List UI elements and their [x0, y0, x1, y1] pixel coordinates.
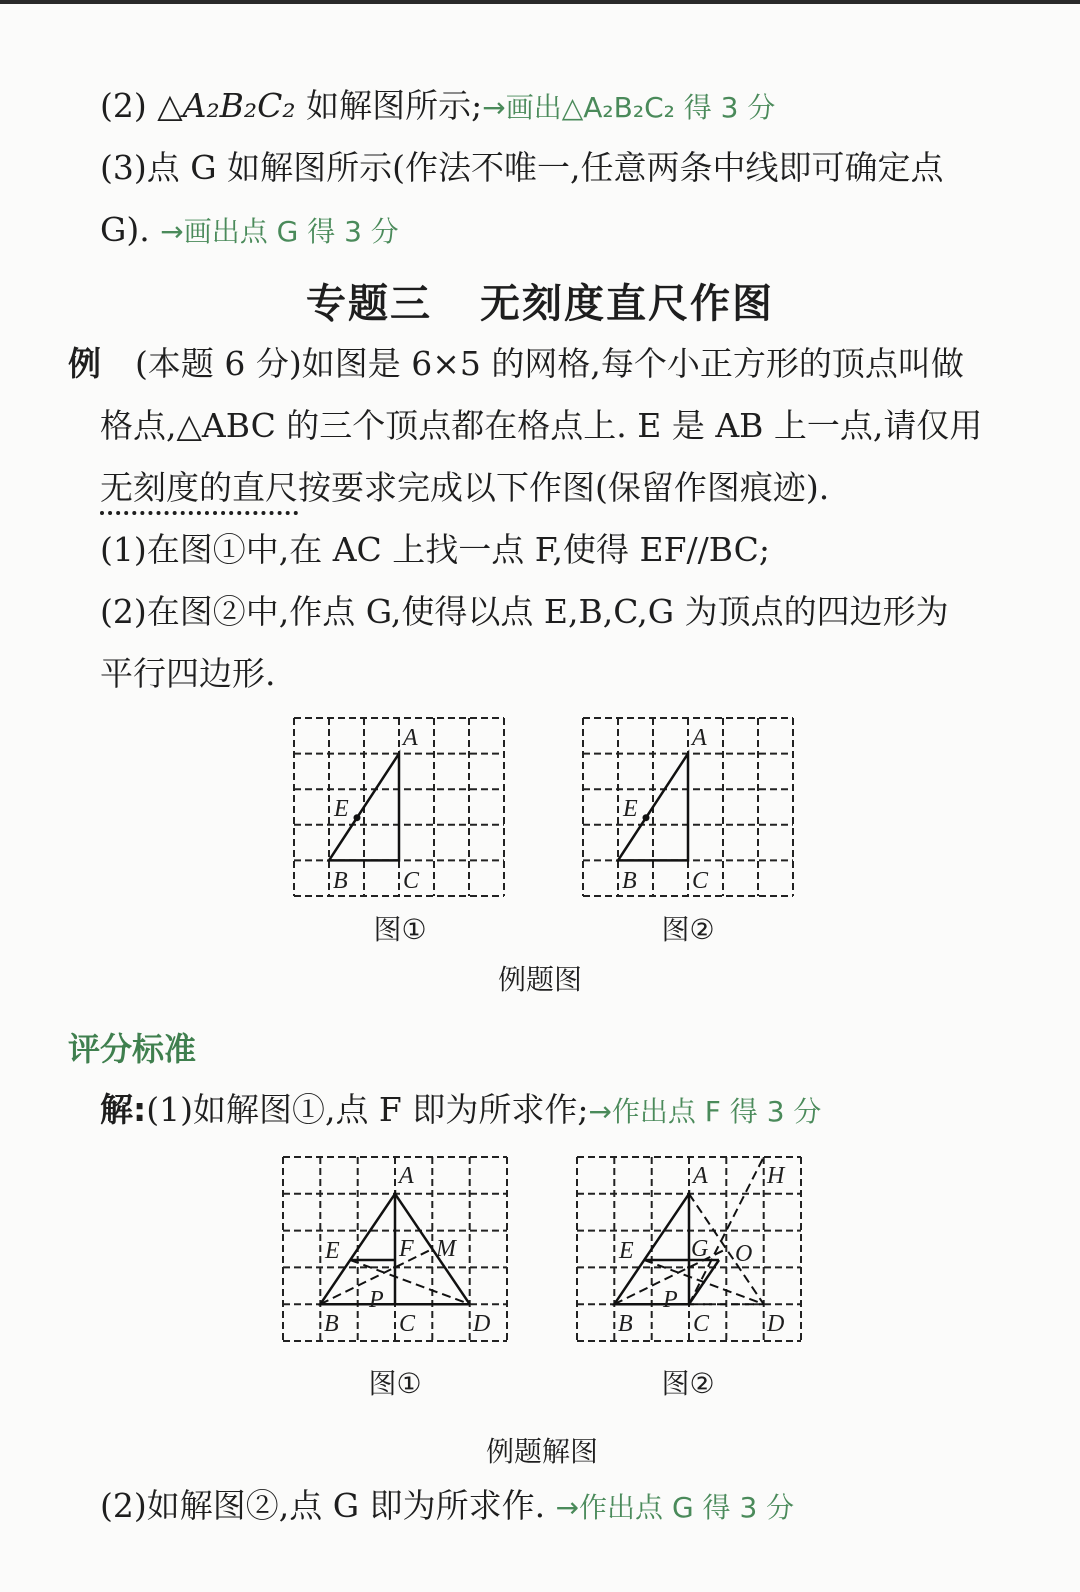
section-title-part1: 专题三 — [306, 281, 432, 327]
label-b: B — [333, 868, 348, 894]
example-line-1 — [68, 344, 964, 384]
question-1: (1)在图①中,在 AC 上找一点 F,使得 EF//BC; — [100, 530, 770, 569]
label-c: C — [399, 1311, 416, 1337]
example-line-2: 格点,△ABC 的三个顶点都在格点上. E 是 AB 上一点,请仅用 — [100, 406, 983, 445]
solution-1-score-note: →作出点 F 得 3 分 — [588, 1095, 822, 1128]
label-a: A — [399, 1163, 414, 1189]
label-p: P — [663, 1287, 678, 1313]
point-e — [354, 814, 361, 821]
answer-4-score-note: →画出点 G 得 3 分 — [160, 215, 399, 248]
label-e: E — [325, 1238, 340, 1264]
solution-figure-2 — [577, 1157, 801, 1341]
example-text-1: (本题 6 分)如图是 6×5 的网格,每个小正方形的顶点叫做 — [135, 344, 964, 383]
solution-fig2-caption: 图② — [661, 1367, 715, 1400]
label-d: D — [767, 1311, 785, 1337]
label-a: A — [403, 725, 418, 751]
answer-4-text: G). — [100, 210, 150, 249]
label-b: B — [324, 1311, 339, 1337]
example-fig2-caption: 图② — [661, 913, 715, 946]
label-a: A — [692, 725, 707, 751]
label-g: G — [691, 1236, 709, 1262]
label-e: E — [619, 1238, 634, 1264]
solution-figures-caption: 例题解图 — [485, 1435, 598, 1468]
solution-line-2 — [100, 1486, 794, 1528]
solution-lead: 解: — [100, 1090, 147, 1129]
answer-2-prefix: (2) △ — [100, 86, 183, 125]
label-h: H — [767, 1163, 785, 1189]
top-rule — [0, 0, 1080, 4]
solution-2-score-note: →作出点 G 得 3 分 — [555, 1491, 795, 1524]
label-p: P — [369, 1287, 384, 1313]
label-m: M — [436, 1236, 456, 1262]
solution-figure-1 — [283, 1157, 507, 1341]
example-line-3 — [100, 468, 829, 508]
solution-fig1-caption: 图① — [368, 1367, 422, 1400]
solution-line-1 — [100, 1090, 821, 1132]
example-fig1-caption: 图① — [373, 913, 427, 946]
question-2b: 平行四边形. — [100, 654, 276, 693]
label-o: O — [735, 1241, 753, 1267]
label-c: C — [692, 868, 709, 894]
label-e: E — [623, 796, 638, 822]
label-b: B — [618, 1311, 633, 1337]
answer-2-triangle: A₂B₂C₂ — [182, 86, 296, 125]
label-b: B — [622, 868, 637, 894]
label-a: A — [693, 1163, 708, 1189]
example-figures-caption: 例题图 — [497, 963, 582, 996]
example-figure-1 — [294, 718, 504, 896]
example-lead: 例 — [68, 344, 101, 383]
answer-line-3: (3)点 G 如解图所示(作法不唯一,任意两条中线即可确定点 — [100, 148, 944, 187]
grading-heading: 评分标准 — [68, 1030, 197, 1068]
label-c: C — [693, 1311, 710, 1337]
solution-2-text: (2)如解图②,点 G 即为所求作. — [100, 1486, 546, 1525]
label-f: F — [399, 1236, 414, 1262]
section-title-part2: 无刻度直尺作图 — [480, 281, 774, 327]
answer-2-text: 如解图所示; — [295, 86, 483, 125]
question-2a: (2)在图②中,作点 G,使得以点 E,B,C,G 为顶点的四边形为 — [100, 592, 949, 631]
point-e — [643, 814, 650, 821]
answer-line-2 — [100, 86, 775, 128]
example-text-3: 按要求完成以下作图(保留作图痕迹). — [298, 468, 830, 507]
answer-2-score-note: →画出△A₂B₂C₂ 得 3 分 — [482, 91, 776, 124]
label-c: C — [403, 868, 420, 894]
answer-line-4 — [100, 210, 399, 252]
label-d: D — [473, 1311, 491, 1337]
solution-1-text: (1)如解图①,点 F 即为所求作; — [146, 1090, 589, 1129]
section-title — [0, 272, 1080, 329]
example-emphasis: 无刻度的直尺 — [100, 468, 298, 507]
label-e: E — [334, 796, 349, 822]
example-figure-2 — [583, 718, 793, 896]
